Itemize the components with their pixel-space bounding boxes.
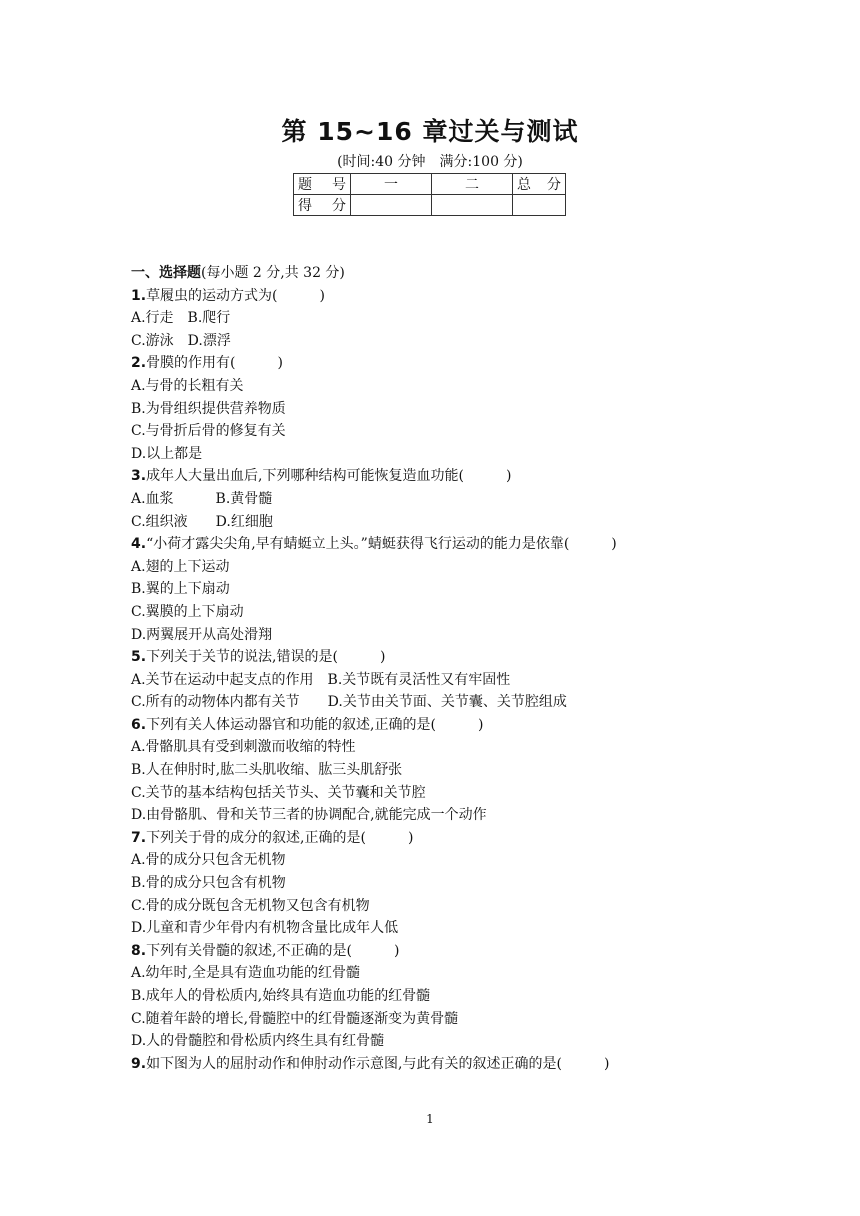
exam-time-info: (时间:40 分钟 满分:100 分) [337, 154, 523, 170]
score-cell-total-value [513, 195, 566, 216]
answer-option: A.骨的成分只包含无机物 [131, 852, 286, 869]
question-stem [131, 1053, 751, 1076]
answer-option: D.由骨骼肌、骨和关节三者的协调配合,就能完成一个动作 [131, 807, 487, 824]
answer-option: D.以上都是 [131, 445, 203, 462]
question-text: 下列有关骨髓的叙述,不正确的是( ) [146, 942, 400, 959]
score-cell-label: 题 号 [294, 174, 351, 195]
answer-option: A.血浆 B.黄骨髓 [131, 490, 273, 507]
answer-option: C.骨的成分既包含无机物又包含有机物 [131, 897, 370, 914]
section-note: (每小题 2 分,共 32 分) [201, 265, 345, 281]
answer-option: B.翼的上下扇动 [131, 581, 230, 598]
question-stem [131, 827, 751, 850]
question-text: 下列关于关节的说法,错误的是( ) [146, 649, 386, 666]
answer-option: A.行走 B.爬行 [131, 310, 231, 327]
score-cell-label: 得 分 [294, 195, 351, 216]
question-text: 骨膜的作用有( ) [146, 355, 283, 372]
section-heading [131, 262, 751, 285]
question-number: 1. [131, 287, 147, 304]
answer-option: C.组织液 D.红细胞 [131, 513, 273, 530]
answer-option: A.骨骼肌具有受到刺激而收缩的特性 [131, 739, 356, 756]
question-text: 草履虫的运动方式为( ) [146, 287, 325, 304]
question-content [131, 262, 751, 1075]
answer-option: A.与骨的长粗有关 [131, 377, 244, 394]
question-text: 下列关于骨的成分的叙述,正确的是( ) [146, 829, 414, 846]
answer-option: D.人的骨髓腔和骨松质内终生具有红骨髓 [131, 1033, 385, 1050]
answer-option: B.人在伸肘时,肱二头肌收缩、肱三头肌舒张 [131, 762, 403, 779]
question-stem [131, 285, 751, 308]
answer-option: C.所有的动物体内都有关节 D.关节由关节面、关节囊、关节腔组成 [131, 694, 567, 711]
answer-option: A.关节在运动中起支点的作用 B.关节既有灵活性又有牢固性 [131, 671, 511, 688]
answer-option: A.翅的上下运动 [131, 558, 230, 575]
score-cell-part1-value [351, 195, 432, 216]
question-number: 8. [131, 942, 147, 959]
section-title: 一、选择题 [131, 265, 201, 281]
answer-option: B.成年人的骨松质内,始终具有造血功能的红骨髓 [131, 988, 431, 1004]
question-text: 下列有关人体运动器官和功能的叙述,正确的是( ) [146, 716, 484, 733]
answer-option: C.关节的基本结构包括关节头、关节囊和关节腔 [131, 784, 426, 801]
score-cell-part2: 二 [432, 174, 513, 195]
question-number: 4. [131, 536, 147, 553]
page-title: 第 15~16 章过关与测试 [281, 117, 579, 146]
question-number: 2. [131, 355, 147, 372]
question-text: “小荷才露尖尖角,早有蜻蜓立上头。”蜻蜓获得飞行运动的能力是依靠( ) [146, 536, 617, 553]
page-number: 1 [426, 1112, 434, 1126]
question-number: 3. [131, 468, 147, 485]
answer-option: C.与骨折后骨的修复有关 [131, 423, 286, 440]
answer-option: A.幼年时,全是具有造血功能的红骨髓 [131, 965, 361, 982]
question-number: 7. [131, 829, 147, 846]
question-stem [131, 352, 751, 375]
answer-option: C.游泳 D.漂浮 [131, 332, 231, 349]
question-list [131, 285, 751, 1076]
question-stem [131, 646, 751, 669]
question-number: 5. [131, 649, 147, 666]
question-number: 9. [131, 1055, 147, 1072]
question-number: 6. [131, 716, 147, 733]
answer-option: D.两翼展开从高处滑翔 [131, 626, 273, 643]
score-cell-part1: 一 [351, 174, 432, 195]
score-cell-total: 总 分 [513, 174, 566, 195]
question-stem [131, 533, 751, 556]
answer-option: C.随着年龄的增长,骨髓腔中的红骨髓逐渐变为黄骨髓 [131, 1010, 459, 1027]
score-table [293, 173, 566, 216]
question-text: 如下图为人的屈肘动作和伸肘动作示意图,与此有关的叙述正确的是( ) [146, 1055, 610, 1072]
question-stem [131, 940, 751, 963]
score-table-header-row [294, 174, 566, 195]
answer-option: D.儿童和青少年骨内有机物含量比成年人低 [131, 920, 399, 937]
question-stem [131, 714, 751, 737]
answer-option: B.骨的成分只包含有机物 [131, 875, 286, 892]
question-text: 成年人大量出血后,下列哪种结构可能恢复造血功能( ) [146, 468, 512, 485]
score-cell-part2-value [432, 195, 513, 216]
score-table-score-row [294, 195, 566, 216]
answer-option: B.为骨组织提供营养物质 [131, 400, 286, 417]
answer-option: C.翼膜的上下扇动 [131, 603, 244, 620]
question-stem [131, 465, 751, 488]
